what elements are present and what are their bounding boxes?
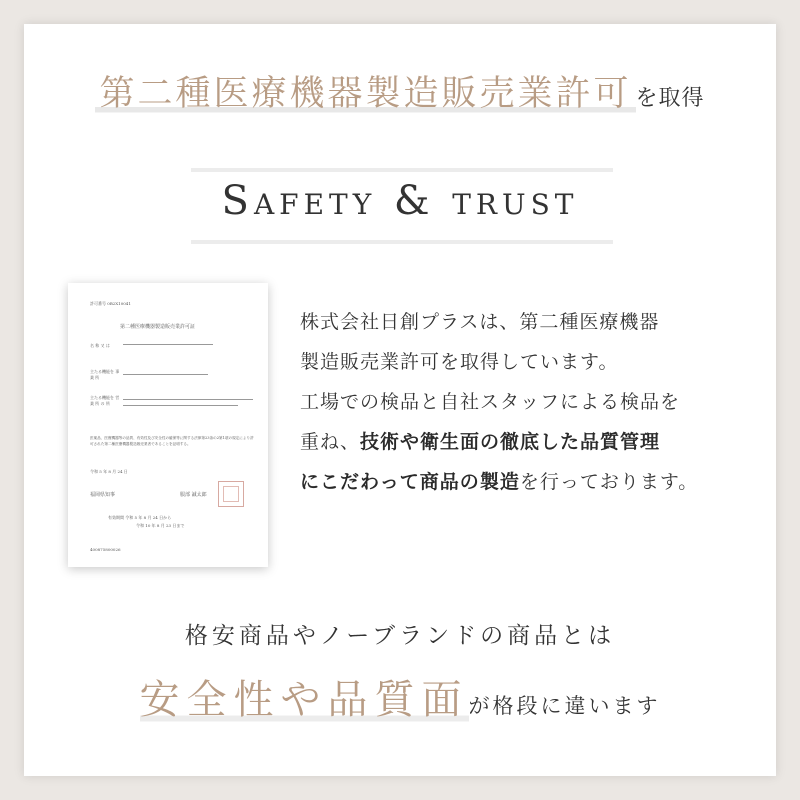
headline [0, 66, 800, 116]
official-seal-icon [218, 481, 244, 507]
cert-governor-name: 服部 誠太郎 [180, 492, 207, 498]
cert-date: 令和 5 年 8 月 24 日 [90, 469, 128, 474]
headline-highlight: 第二種医療機器製造販売業許可 [95, 74, 635, 114]
closing-suffix: が格段に違います [468, 694, 661, 718]
cert-validity-1: 有効期間 令和 5 年 8 月 24 日から [108, 515, 172, 520]
comparison-line: 格安商品やノーブランドの商品とは [184, 623, 616, 649]
cert-body: 医薬品、医療機器等の品質、有効性及び安全性の確保等に関する法律第23条の2第1項の規定により許可された第二種医療機器製造販売業者であることを証明する。 [90, 436, 254, 446]
closing-headline [0, 668, 800, 725]
cert-row1-value [123, 344, 213, 345]
cert-footer-code: 400875800026 [90, 547, 121, 552]
cert-row1-label: 名 称 又 は [90, 343, 110, 348]
cert-row3-value-2 [123, 405, 238, 406]
section-title: Safety & trust [221, 178, 579, 224]
cert-governor: 福岡県知事 [90, 492, 116, 498]
cert-row3-label: 主たる機能を 営 業 所 の 所 [90, 395, 120, 406]
description-line-2: 製造販売業許可を取得しています。 [300, 351, 619, 373]
headline-suffix: を取得 [635, 86, 705, 111]
cert-row2-label: 主たる機能を 事 業 所 [90, 369, 120, 380]
description-line-4: 重ね、技術や衛生面の徹底した品質管理 [300, 431, 661, 453]
description-line-5: にこだわって商品の製造を行っております。 [300, 471, 699, 493]
divider-top [191, 168, 613, 172]
description [300, 302, 760, 502]
cert-row2-value [123, 374, 208, 375]
cert-validity-2: 令和 10 年 8 月 23 日まで [136, 523, 185, 528]
license-certificate [68, 283, 268, 567]
cert-row3-value-1 [123, 399, 253, 400]
cert-license-label: 許可番号 0B2X10041 [90, 301, 131, 306]
closing-highlight: 安全性や品質面 [139, 677, 469, 723]
description-line-3: 工場での検品と自社スタッフによる検品を [300, 391, 681, 413]
description-line-1: 株式会社日創プラスは、第二種医療機器 [300, 311, 660, 333]
cert-title: 第二種医療機器製造販売業許可証 [120, 324, 196, 330]
divider-bottom [191, 240, 613, 244]
